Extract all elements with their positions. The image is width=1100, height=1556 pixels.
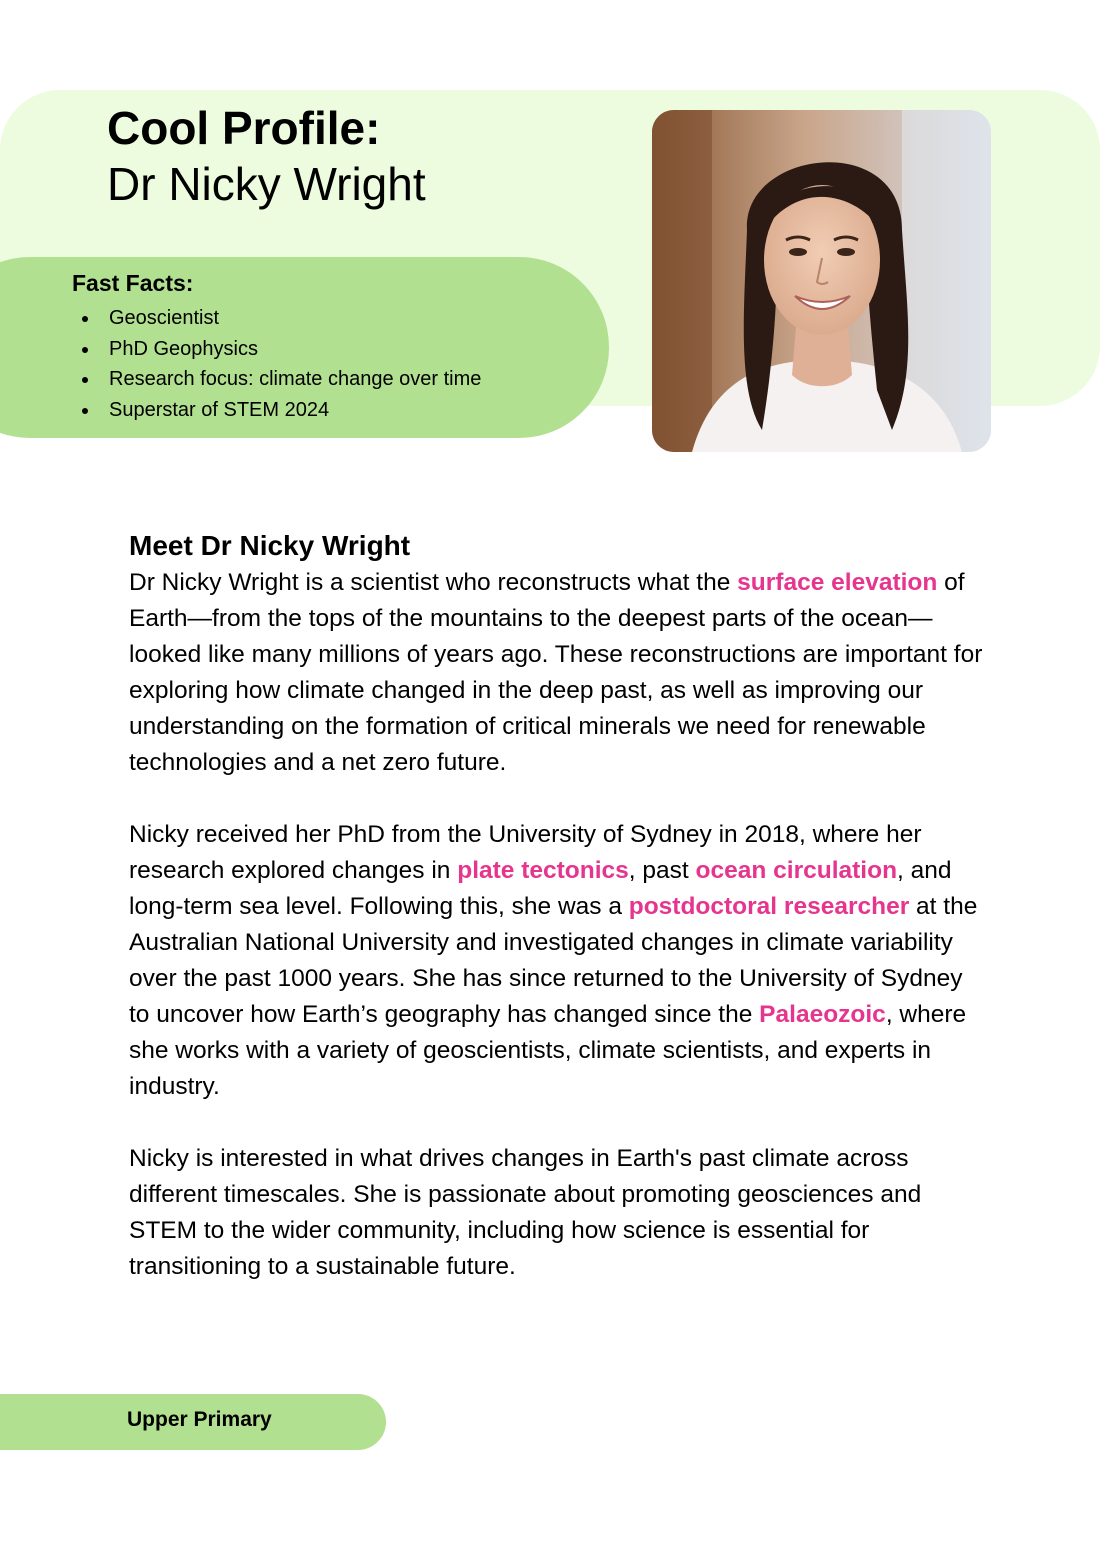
level-badge-label: Upper Primary xyxy=(127,1408,272,1431)
highlight-term: Palaeozoic xyxy=(759,1001,886,1028)
profile-photo xyxy=(652,110,991,452)
highlight-term: surface elevation xyxy=(737,569,938,596)
title-label: Cool Profile: xyxy=(107,102,381,154)
fast-fact-item xyxy=(82,395,481,426)
fast-facts-title: Fast Facts: xyxy=(72,270,194,296)
fast-fact-text: Superstar of STEM 2024 xyxy=(109,398,330,421)
highlight-term: postdoctoral researcher xyxy=(628,893,910,920)
text-run: , past xyxy=(628,857,696,884)
bullet-icon xyxy=(82,377,88,383)
paragraph-interests: Nicky is interested in what drives changes in Earth's past climate across different timescales. She is passionate about promoting geosciences and STEM to the wider community, including how science is essential for transitioning to a sustainable future. xyxy=(129,1145,922,1280)
fast-facts-list xyxy=(82,303,481,425)
text-run: at the Australian National University and investigated changes in climate variability over the past 1000 years. She has since returned to the University of Sydney to uncover how Earth’s geography has changed since the xyxy=(129,893,978,1028)
fast-fact-text: Geoscientist xyxy=(109,307,220,329)
text-run: Dr Nicky Wright is a scientist who reconstructs what the xyxy=(129,569,738,596)
highlight-term: ocean circulation xyxy=(695,857,898,884)
title-person-name: Dr Nicky Wright xyxy=(107,158,426,210)
profile-content xyxy=(129,527,989,1321)
text-run: of Earth—from the tops of the mountains to the deepest parts of the ocean—looked like many millions of years ago. These reconstructions are important for exploring how climate changed in the deep past, as well as improving our understanding on the formation of critical minerals we need for renewable technologies and a net zero future. xyxy=(129,569,983,776)
page-title xyxy=(107,100,426,212)
bullet-icon xyxy=(82,347,88,353)
text-run: Nicky received her PhD from the University of Sydney in 2018, where her research explored changes in xyxy=(129,821,922,884)
text-run: , and long-term sea level. Following this, she was a xyxy=(129,857,952,920)
fast-fact-item xyxy=(82,303,481,334)
paragraph-intro xyxy=(129,565,989,781)
text-run: , where she works with a variety of geoscientists, climate scientists, and experts in industry. xyxy=(129,1001,967,1100)
fast-fact-item xyxy=(82,334,481,365)
fast-fact-item xyxy=(82,364,481,395)
bullet-icon xyxy=(82,316,88,322)
fast-fact-text: Research focus: climate change over time xyxy=(109,368,482,390)
bullet-icon xyxy=(82,408,88,414)
portrait-illustration xyxy=(652,110,991,452)
section-heading: Meet Dr Nicky Wright xyxy=(129,530,411,561)
highlight-term: plate tectonics xyxy=(457,857,629,884)
paragraph-career xyxy=(129,817,989,1105)
fast-fact-text: PhD Geophysics xyxy=(109,337,258,360)
